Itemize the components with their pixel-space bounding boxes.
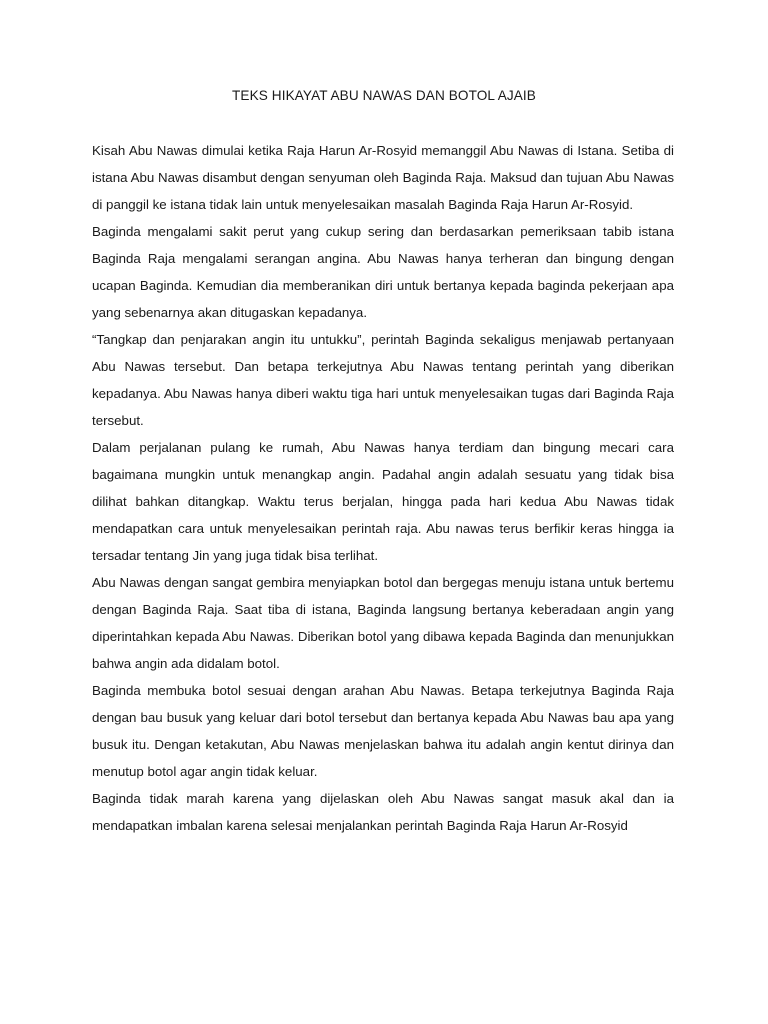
- paragraph-4: Dalam perjalanan pulang ke rumah, Abu Nawas hanya terdiam dan bingung mecari cara bagaimana mungkin untuk menangkap angin. Padahal angin adalah sesuatu yang tidak bisa dilihat bahkan ditangkap. Waktu terus berjalan, hingga pada hari kedua Abu Nawas tidak mendapatkan cara untuk menyelesaikan perintah raja. Abu nawas terus berfikir keras hingga ia tersadar tentang Jin yang juga tidak bisa terlihat.: [92, 440, 674, 563]
- document-body: [92, 137, 674, 839]
- document-title: TEKS HIKAYAT ABU NAWAS DAN BOTOL AJAIB: [232, 88, 536, 103]
- paragraph-6: Baginda membuka botol sesuai dengan arahan Abu Nawas. Betapa terkejutnya Baginda Raja dengan bau busuk yang keluar dari botol tersebut dan bertanya kepada Abu Nawas bau apa yang busuk itu. Dengan ketakutan, Abu Nawas menjelaskan bahwa itu adalah angin kentut dirinya dan menutup botol agar angin tidak keluar.: [92, 683, 674, 779]
- paragraph-3: “Tangkap dan penjarakan angin itu untukku”, perintah Baginda sekaligus menjawab pertanyaan Abu Nawas tersebut. Dan betapa terkejutnya Abu Nawas tentang perintah yang diberikan kepadanya. Abu Nawas hanya diberi waktu tiga hari untuk menyelesaikan tugas dari Baginda Raja tersebut.: [92, 332, 674, 428]
- paragraph-1: Kisah Abu Nawas dimulai ketika Raja Harun Ar-Rosyid memanggil Abu Nawas di Istana. Setiba di istana Abu Nawas disambut dengan senyuman oleh Baginda Raja. Maksud dan tujuan Abu Nawas di panggil ke istana tidak lain untuk menyelesaikan masalah Baginda Raja Harun Ar-Rosyid.: [92, 143, 674, 212]
- paragraph-7: Baginda tidak marah karena yang dijelaskan oleh Abu Nawas sangat masuk akal dan ia mendapatkan imbalan karena selesai menjalankan perintah Baginda Raja Harun Ar-Rosyid: [92, 791, 674, 833]
- paragraph-5: Abu Nawas dengan sangat gembira menyiapkan botol dan bergegas menuju istana untuk bertemu dengan Baginda Raja. Saat tiba di istana, Baginda langsung bertanya keberadaan angin yang diperintahkan kepada Abu Nawas. Diberikan botol yang dibawa kepada Baginda dan menunjukkan bahwa angin ada didalam botol.: [92, 575, 674, 671]
- paragraph-2: Baginda mengalami sakit perut yang cukup sering dan berdasarkan pemeriksaan tabib istana Baginda Raja mengalami serangan angina. Abu Nawas hanya terheran dan bingung dengan ucapan Baginda. Kemudian dia memberanikan diri untuk bertanya kepada baginda pekerjaan apa yang sebenarnya akan ditugaskan kepadanya.: [92, 224, 674, 320]
